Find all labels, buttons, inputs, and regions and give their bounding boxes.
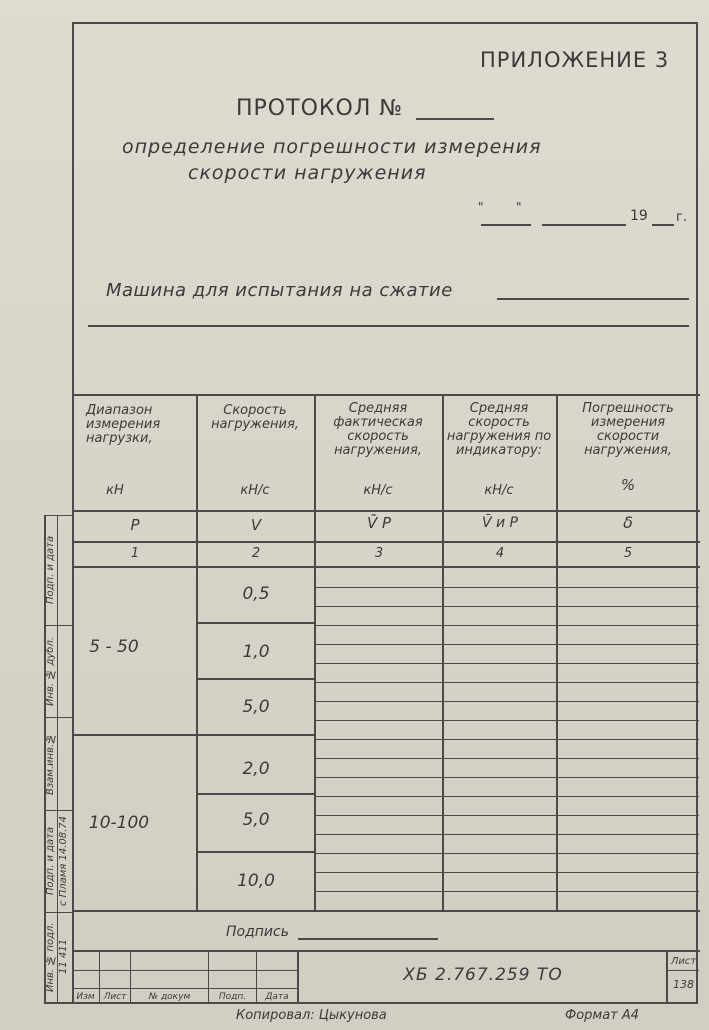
date-month-line (542, 224, 626, 226)
speed-separator (197, 678, 315, 680)
stamp-header: Подп. (218, 992, 247, 1002)
ruled-line (316, 834, 699, 835)
symbol-col-2: V (250, 516, 262, 534)
date-quote-open: " (478, 200, 484, 214)
stamp-row-line (72, 988, 298, 989)
header-col-2-unit: кН/с (240, 483, 270, 498)
date-day-line (481, 224, 531, 226)
header-col-3: Средняя фактическая скорость нагружения, (333, 401, 423, 458)
side-label-dupl-inv: Инв. № дубл. (45, 636, 56, 706)
ruled-line (316, 587, 699, 588)
ruled-line (316, 891, 699, 892)
ruled-line (316, 758, 699, 759)
ruled-line (316, 739, 699, 740)
symbol-col-5: δ (623, 513, 633, 532)
stamp-header: Дата (265, 992, 289, 1002)
symbol-row-bottom (72, 541, 700, 543)
num-col-3: 3 (374, 546, 384, 561)
symbol-col-4: V̄ и P (481, 515, 519, 531)
appendix-label: ПРИЛОЖЕНИЕ 3 (480, 48, 670, 72)
header-col-4: Средняя скорость нагружения по индикатору: (446, 401, 552, 458)
stamp-row-line (667, 970, 699, 971)
date-year-line (652, 224, 674, 226)
ruled-line (316, 853, 699, 854)
sheet-label: Лист (670, 956, 697, 967)
stamp-header: Изм (76, 992, 95, 1002)
ruled-line (316, 796, 699, 797)
ruled-line (316, 644, 699, 645)
speed-value: 5,0 (242, 697, 270, 717)
speed-value: 10,0 (237, 871, 275, 891)
ruled-line (316, 663, 699, 664)
header-bottom (72, 510, 700, 512)
sheet-number: 138 (673, 978, 694, 991)
machine-line-1 (497, 298, 689, 300)
stamp-col-line (297, 951, 299, 1003)
num-col-4: 4 (495, 546, 505, 561)
speed-separator (197, 622, 315, 624)
machine-line-2 (88, 325, 689, 327)
speed-value: 2,0 (242, 759, 270, 779)
num-col-1: 1 (130, 546, 140, 561)
ruled-line (316, 872, 699, 873)
side-value-sign-date: с Пламя 14.08.74 (58, 816, 69, 906)
side-label-sign-date-1: Подп. и дата (45, 535, 56, 605)
machine-label: Машина для испытания на сжатие (106, 280, 453, 301)
header-col-5: Погрешность измерения скорости нагружения, (582, 401, 674, 458)
speed-value: 1,0 (242, 642, 270, 662)
range-label-2: 10-100 (88, 813, 150, 833)
format-label: Формат А4 (565, 1008, 640, 1023)
header-col-1-unit: кН (106, 483, 124, 498)
ruled-line (316, 606, 699, 607)
header-col-5-unit: % (620, 476, 636, 494)
side-line (44, 1002, 74, 1004)
speed-separator (197, 793, 315, 795)
document-code: ХБ 2.767.259 ТО (403, 965, 563, 985)
speed-separator (197, 851, 315, 853)
protocol-title: ПРОТОКОЛ № (236, 96, 404, 121)
stamp-header: Лист (103, 992, 127, 1002)
symbol-col-3: V̄ P (366, 514, 392, 532)
signature-label: Подпись (226, 924, 289, 940)
range-label-1: 5 - 50 (89, 637, 139, 657)
subtitle-line-1: определение погрешности измерения (122, 136, 542, 158)
year-prefix: 19 (630, 208, 648, 224)
header-col-3-unit: кН/с (363, 483, 393, 498)
signature-line (298, 938, 438, 940)
side-label-replace-inv: Взам.инв.№ (45, 732, 56, 795)
num-col-5: 5 (623, 546, 633, 561)
ruled-line (316, 777, 699, 778)
number-row-bottom (72, 566, 700, 568)
speed-value: 5,0 (242, 810, 270, 830)
table-top-border (72, 394, 700, 396)
stamp-header: № докум (148, 992, 191, 1002)
copied-by: Копировал: Цыкунова (236, 1008, 387, 1023)
table-bottom (72, 910, 700, 912)
stamp-top (72, 950, 700, 952)
ruled-line (316, 815, 699, 816)
ruled-line (316, 625, 699, 626)
side-value-inv-orig: 11 411 (58, 939, 69, 975)
header-col-1: Диапазон измерения нагрузки, (86, 403, 161, 446)
symbol-col-1: P (130, 516, 140, 534)
range-separator (72, 734, 316, 736)
ruled-line (316, 701, 699, 702)
stamp-row-line (72, 970, 298, 971)
num-col-2: 2 (251, 546, 261, 561)
protocol-number-line (416, 118, 494, 120)
side-label-sign-date-2: Подп. и дата (45, 826, 56, 896)
header-col-2: Скорость нагружения, (211, 403, 299, 432)
speed-value: 0,5 (242, 584, 270, 604)
header-col-4-unit: кН/с (484, 483, 514, 498)
date-quote-close: " (516, 200, 522, 214)
ruled-line (316, 720, 699, 721)
side-label-inv-orig: Инв. № подл. (45, 922, 56, 992)
year-suffix: г. (676, 210, 687, 225)
ruled-line (316, 682, 699, 683)
subtitle-line-2: скорости нагружения (188, 162, 427, 184)
